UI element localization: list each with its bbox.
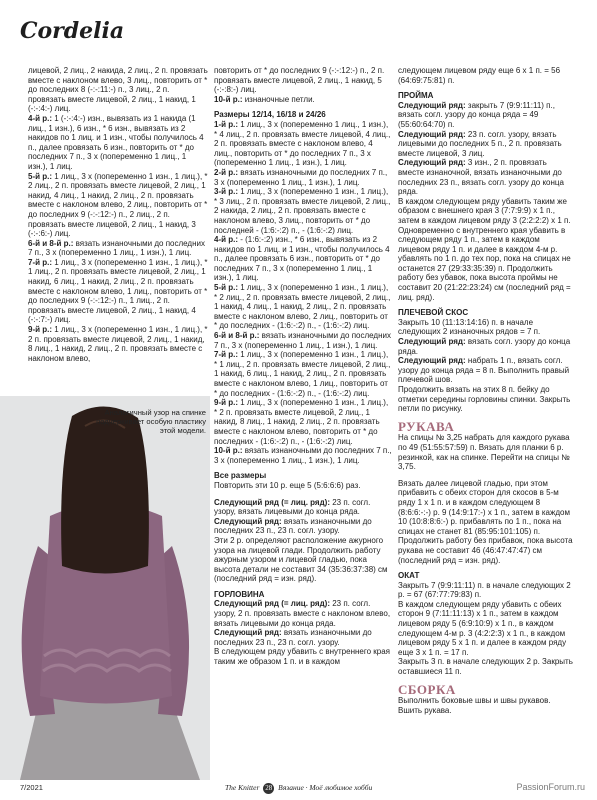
paragraph-text: 1 лиц., 3 х (попеременно 1 изн., 1 лиц.), * 2 п. провязать вместе лицевой, 2 лиц., 1 накид, 8 лиц., 1 накид, 2 лиц., 2 п. провязать вместе с наклоном влево, <box>28 325 208 363</box>
text-column-1 <box>28 66 208 363</box>
paragraph <box>398 433 574 471</box>
issue-number: 7/2021 <box>20 783 43 792</box>
paragraph <box>398 101 574 130</box>
subheading: ПЛЕЧЕВОЙ СКОС <box>398 308 469 318</box>
paragraph <box>214 283 392 331</box>
paragraph <box>28 239 208 258</box>
paragraph <box>398 385 574 414</box>
paragraph-text: В каждом следующем ряду убавить с обеих сторон 9 (7:11:11:13) х 1 п., затем в каждом лицевом ряду 5 (6:9:10:9) х 1 п., в каждом следующем 4-м р. 3 (4:2:2:3) х 1 п., в каждом лицевом ряду 5 х 1 п. и далее в каждом ряду еще 3 х 1 п. = 17 п. <box>398 599 567 657</box>
paragraph-text: 23 п. согл. узору, вязать лицевыми до последних 5 п., 2 п. провязать вместе лицевой, 3 лиц. <box>398 129 562 158</box>
row-label: 2-й р.: <box>214 167 239 177</box>
row-label: Следующий ряд: <box>214 628 282 638</box>
paragraph <box>214 498 392 517</box>
paragraph-text: Эти 2 р. определяют расположение ажурного узора на лицевой глади. Продолжить работу ажурным узором и лицевой гладью, пока высота детали не составит 34 (35:36:37:38) см (последний ряд = изн. ряд). <box>214 535 388 584</box>
paragraph-text: Вязать далее лицевой гладью, при этом прибавить с обеих сторон для скосов в 5-м ряду 1 х 1 п. и в каждом следующем 8 (8:6:6:-:-) р. 9 (14:9:17:-) х 1 п., затем в каждом 10 (10:8:8:6:-) р. прибавлять по 1 п., пока на спицах не станет 81 (85:95:101:105) п. <box>398 478 570 536</box>
row-label: Следующий ряд (= лиц. ряд): <box>214 497 330 507</box>
section-heading: СБОРКА <box>398 681 456 697</box>
row-label: 3-й р.: <box>214 187 239 197</box>
paragraph-text: вязать согл. узору до конца ряда. <box>398 337 571 356</box>
paragraph-text: На спицы № 3,25 набрать для каждого рукава по 49 (51:55:57:59) п. Вязать для планки 6 р. резинкой, как на спинке. Перейти на спицы № 3,75. <box>398 433 570 472</box>
paragraph-text: 1 лиц., 3 х (попеременно 1 изн., 1 лиц.), * 2 п. провязать вместе лицевой, 2 лиц., 1 накид, 8 лиц., 1 накид, 2 лиц., 2 п. провязать вместе с наклоном влево, повторить от * до последних - (1:6:-:2) п., - (1:6:-:2) лиц. <box>214 398 389 446</box>
photo-caption: Аналогичный узор на спинке подчеркивает особую пластику этой модели. <box>96 408 206 436</box>
row-label: 9-й р.: <box>28 325 53 335</box>
paragraph <box>214 235 392 283</box>
magazine-tagline: Вязание · Моё любимое хобби <box>278 783 373 792</box>
paragraph <box>398 657 574 676</box>
paragraph <box>214 331 392 350</box>
paragraph-text: вязать изнаночными до последних 7 п., 3 х (попеременно 1 лиц., 1 изн.), 1 лиц. <box>214 331 391 350</box>
paragraph <box>398 337 574 356</box>
paragraph <box>28 172 208 239</box>
row-label: 4-й р.: <box>28 113 53 123</box>
subheading: Все размеры <box>214 471 267 481</box>
paragraph <box>398 479 574 537</box>
paragraph-text: - (1:6:-:2) изн., * 6 изн., вывязать из 2 накидов по 1 лиц. и 1 изн., чтобы получилось 4 п., далее провязать 6 изн., повторить от * до последних 7 п., 3 х (попеременно 1 лиц., 1 изн.), 1 лиц. <box>214 235 390 283</box>
paragraph <box>398 600 574 658</box>
paragraph <box>214 95 392 105</box>
paragraph <box>28 66 208 114</box>
paragraph-text: Закрыть 10 (11:13:14:16) п. в начале следующих 2 изнаночных рядов = 7 п. <box>398 317 541 337</box>
paragraph <box>214 647 392 666</box>
paragraph <box>28 258 208 325</box>
paragraph <box>398 158 574 196</box>
paragraph <box>214 66 392 95</box>
paragraph <box>214 187 392 235</box>
row-label: Следующий ряд: <box>398 337 466 347</box>
paragraph <box>398 581 574 600</box>
row-label: 9-й р.: <box>214 398 239 408</box>
paragraph-text: 1 лиц., 3 х (попеременно 1 изн., 1 лиц.), * 2 лиц., 2 п. провязать вместе лицевой, 2 лиц., 1 накид, 4 лиц., 1 накид, 2 лиц., 2 п. провязать вместе с наклоном влево, 2 лиц., повторить от * до последних 9 (-:-:12:-) п., 2 лиц., 2 п. провязать вместе лицевой, 2 лиц., 1 накид, 3 (-:-:6:-) лиц. <box>28 171 208 239</box>
paragraph <box>214 599 392 628</box>
paragraph-text: вязать изнаночными до последних 7 п., 3 х (попеременно 1 лиц., 1 изн.), 1 лиц. <box>214 167 388 187</box>
row-label: 5-й р.: <box>28 171 53 181</box>
page-number: 28 <box>265 784 273 792</box>
paragraph <box>398 66 574 85</box>
row-label: Следующий ряд: <box>398 158 466 168</box>
row-label: Следующий ряд (= лиц. ряд): <box>214 599 330 609</box>
paragraph <box>398 536 574 565</box>
row-label: Следующий ряд: <box>214 516 282 526</box>
paragraph-text: 23 п. согл. узору, вязать лицевыми до конца ряда. <box>214 497 371 517</box>
paragraph-text: вязать изнаночными до последних 23 п., 23 п. согл. узору. <box>214 628 372 647</box>
row-label: Следующий ряд: <box>398 356 466 366</box>
paragraph-text: набрать 1 п., вязать согл. узору до конца ряда = 8 п. Выполнить правый плечевой шов. <box>398 356 570 385</box>
paragraph <box>214 398 392 446</box>
magazine-name: The Knitter <box>225 783 260 792</box>
paragraph-text: Закрыть 7 (9:9:11:11) п. в начале следующих 2 р. = 67 (67:77:79:83) п. <box>398 580 571 600</box>
subheading: ПРОЙМА <box>398 91 434 101</box>
paragraph-text: 1 лиц., 3 х (попеременно 1 изн., 1 лиц.), * 1 лиц., 2 п. провязать вместе лицевой, 2 лиц., 1 накид, 6 лиц., 1 накид, 2 лиц., 2 п. провязать вместе с наклоном влево, 1 лиц., повторить от * до последних - (1:6:-:2) п., - (1:6:-:2) лиц. <box>214 350 391 398</box>
paragraph-text: 1 (-:-:4:-) изн., вывязать из 1 накида (1 лиц., 1 изн.), 6 изн., * 6 изн., вывязать из 2 накидов по 1 лиц. и 1 изн., чтобы получилось 4 п., далее провязать 6 изн., повторить от * до последних 7 п., 3 х (попеременно 1 лиц., 1 изн.), 1 лиц. <box>28 113 204 171</box>
paragraph <box>28 325 208 363</box>
paragraph-text: следующем лицевом ряду еще 6 х 1 п. = 56 (64:69:75:81) п. <box>398 66 561 85</box>
row-label: 4-й р.: <box>214 235 239 245</box>
row-label: Следующий ряд: <box>398 129 466 139</box>
paragraph-text: вязать изнаночными до последних 7 п., 3 х (попеременно 1 лиц., 1 изн.), 1 лиц. <box>28 238 205 258</box>
paragraph <box>214 446 392 465</box>
pattern-title: Cordelia <box>20 18 125 44</box>
paragraph <box>28 114 208 172</box>
section-heading: РУКАВА <box>398 418 455 434</box>
paragraph-text: Закрыть 3 п. в начале следующих 2 р. Закрыть оставшиеся 11 п. <box>398 657 573 677</box>
paragraph-text: Продолжить вязать на этих 8 п. бейку до отметки середины горловины спинки. Закрыть петли по рисунку. <box>398 385 571 414</box>
row-label: 7-й р.: <box>214 350 239 360</box>
paragraph <box>214 628 392 647</box>
paragraph-text: 23 п. согл. узору, 2 п. провязать вместе с наклоном влево, вязать лицевыми до конца ряда. <box>214 599 391 628</box>
paragraph <box>398 696 574 715</box>
model-illustration <box>0 396 210 780</box>
text-column-3 <box>398 66 574 715</box>
paragraph-text: вязать изнаночными до последних 23 п., 23 п. согл. узору. <box>214 516 372 536</box>
paragraph-text: Продолжить работу без прибавок, пока высота рукава не составит 46 (46:47:47:47) см (последний ряд = изн. ряд). <box>398 536 573 565</box>
paragraph <box>398 356 574 385</box>
paragraph-text: В каждом следующем ряду убавить таким же образом с внешнего края 3 (7:7:9:9) х 1 п., затем в каждом лицевом ряду 3 (2:2:2:2) х 1 п. Одновременно с внутреннего края убавить в следующем ряду 1 п., затем в каждом лицевом ряду 1 п. и далее в каждом 4-м р. убавлять по 1 п. до тех пор, пока на спицах не останется 27 (29:33:35:39) п. Продолжить работу без убавок, пока высота проймы не составит 20 (21:22:23:24) см (последний ряд = лиц. ряд). <box>398 196 571 302</box>
paragraph-text: 1 лиц., 3 х (попеременно 1 изн., 1 лиц.), * 3 лиц., 2 п. провязать вместе лицевой, 2 лиц., 2 накида, 2 лиц., 2 п. провязать вместе с наклоном влево, 3 лиц., повторить от * до последней - (1:6:-:2) п., - (1:6:-:2) лиц. <box>214 187 391 235</box>
text-column-2 <box>214 66 392 667</box>
paragraph-text: Повторить эти 10 р. еще 5 (5:6:6:6) раз. <box>214 480 361 490</box>
paragraph-text: 3 изн., 2 п. провязать вместе изнаночной, вязать изнаночными до последних 23 п., вязать согл. узору до конца ряда. <box>398 158 564 197</box>
subheading: Размеры 12/14, 16/18 и 24/26 <box>214 110 326 120</box>
model-photo <box>0 396 210 780</box>
paragraph <box>214 350 392 398</box>
paragraph-text: закрыть 7 (9:9:11:11) п., вязать согл. узору до конца ряда = 49 (55:60:64:70) п. <box>398 100 555 129</box>
paragraph <box>214 481 392 491</box>
paragraph <box>398 197 574 303</box>
row-label: Следующий ряд: <box>398 100 466 110</box>
paragraph-text: В следующем ряду убавить с внутреннего края таким же образом 1 п. и в каждом <box>214 647 391 667</box>
paragraph-text: 1 лиц., 3 х (попеременно 1 лиц., 1 изн.), * 4 лиц., 2 п. провязать вместе лицевой, 4 лиц., 2 п. провязать вместе с наклоном влево, 4 лиц., повторить от * до последних 7 п., 3 х (попеременно 1 лиц., 1 изн.), 1 лиц. <box>214 119 391 168</box>
paragraph-text: изнаночные петли. <box>242 94 315 104</box>
row-label: 10-й р.: <box>214 446 243 456</box>
page-footer <box>0 778 597 800</box>
paragraph-text: лицевой, 2 лиц., 2 накида, 2 лиц., 2 п. провязать вместе с наклоном влево, 3 лиц., повторить от * до последних 8 (-:-:11:-) п., 3 лиц., 2 п. провязать вместе лицевой, 2 лиц., 1 накид, 1 (-:-:4:-) лиц. <box>28 66 208 114</box>
paragraph-text: 1 лиц., 3 х (попеременно 1 изн., 1 лиц.), * 1 лиц., 2 п. провязать вместе лицевой, 2 лиц., 1 накид, 6 лиц., 1 накид, 2 лиц., 2 п. провязать вместе с наклоном влево, 1 лиц., повторить от * до последних 9 (-:-:12:-) п., 1 лиц., 2 п. провязать вместе лицевой, 2 лиц., 1 накид, 4 (-:-:7:-) лиц. <box>28 257 208 325</box>
paragraph <box>398 318 574 337</box>
subheading: ГОРЛОВИНА <box>214 589 265 599</box>
paragraph <box>214 536 392 584</box>
paragraph <box>398 130 574 159</box>
paragraph <box>214 168 392 187</box>
site-watermark: PassionForum.ru <box>516 782 585 792</box>
row-label: 10-й р.: <box>214 94 243 104</box>
row-label: 5-й р.: <box>214 283 239 293</box>
paragraph-text: вязать изнаночными до последних 7 п., 3 х (попеременно 1 лиц., 1 изн.), 1 лиц. <box>214 446 392 465</box>
paragraph-text: повторить от * до последних 9 (-:-:12:-) п., 2 п. провязать вместе лицевой, 2 лиц., 1 накид, 5 (-:-:8:-) лиц. <box>214 66 385 95</box>
row-label: 7-й р.: <box>28 257 53 267</box>
paragraph <box>214 120 392 168</box>
paragraph-text: Выполнить боковые швы и швы рукавов. Вшить рукава. <box>398 696 551 715</box>
row-label: 1-й р.: <box>214 119 239 129</box>
magazine-line <box>225 783 372 794</box>
row-label: 6-й и 8-й р.: <box>214 331 260 341</box>
row-label: 6-й и 8-й р.: <box>28 238 74 248</box>
paragraph <box>214 517 392 536</box>
subheading: ОКАТ <box>398 571 420 581</box>
paragraph-text: 1 лиц., 3 х (попеременно 1 изн., 1 лиц.), * 2 лиц., 2 п. провязать вместе лицевой, 2 лиц., 1 накид, 4 лиц., 1 накид, 2 лиц., 2 п. провязать вместе с наклоном влево, 2 лиц., повторить от * до последних - (1:6:-:2) п., - (1:6:-:2) лиц. <box>214 283 391 331</box>
